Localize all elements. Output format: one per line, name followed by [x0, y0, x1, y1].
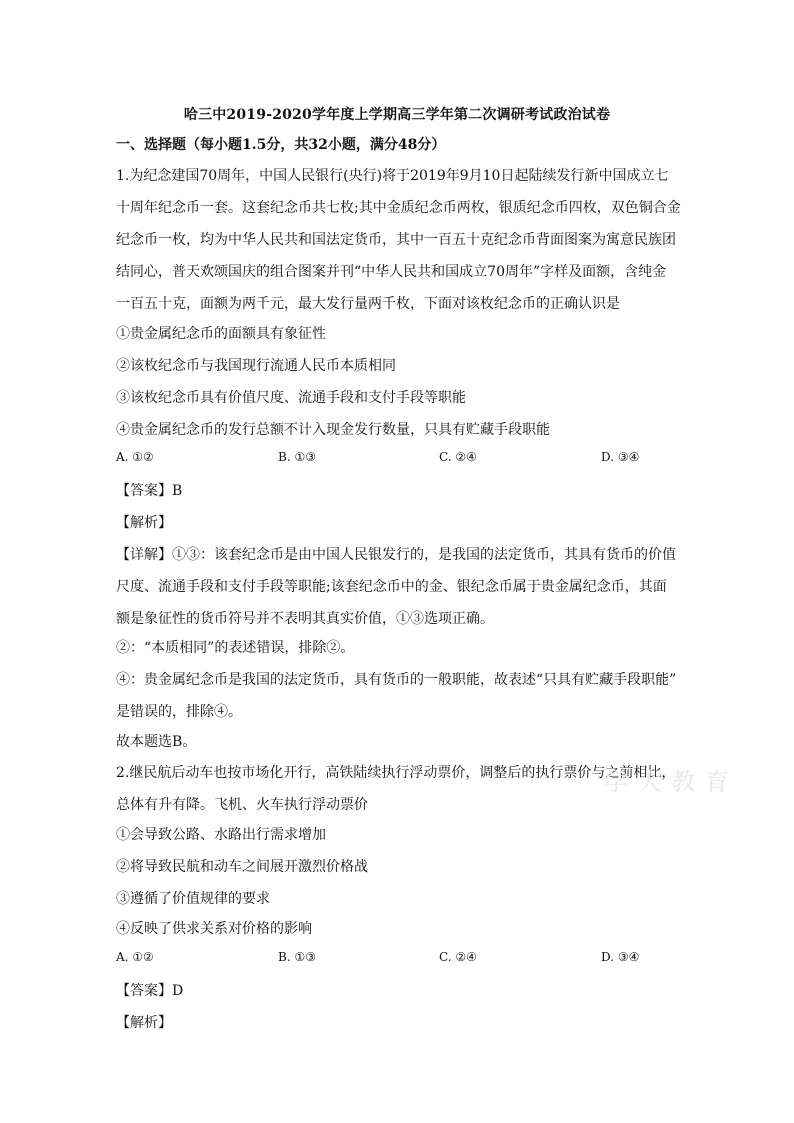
q1-analysis-label: 【解析】 [116, 515, 172, 531]
q1-item: ④贵金属纪念币的发行总额不计入现金发行数量，只具有贮藏手段职能 [116, 422, 550, 438]
q1-stem-line: 十周年纪念币一套。这套纪念币共七枚;其中金质纪念币两枚，银质纪念币四枚，双色铜合金 [116, 200, 681, 216]
q2-item: ④反映了供求关系对价格的影响 [116, 921, 312, 937]
q1-detail-line: ②：“本质相同”的表述错误，排除②。 [116, 640, 355, 656]
q1-detail-line: 尺度、流通手段和支付手段等职能;该套纪念币中的金、银纪念币属于贵金属纪念币，其面 [116, 579, 667, 595]
q1-detail-line: 额是象征性的货币符号并不表明其真实价值，①③选项正确。 [116, 611, 494, 627]
q2-option-a: A. ①② [116, 950, 154, 964]
q1-item: ①贵金属纪念币的面额具有象征性 [116, 326, 326, 342]
q2-item: ②将导致民航和动车之间展开激烈价格战 [116, 859, 368, 875]
q1-detail-line: 故本题选B。 [116, 734, 197, 750]
q1-stem-line: 1.为纪念建国70周年，中国人民银行(央行)将于2019年9月10日起陆续发行新中国成立七 [116, 168, 669, 184]
q2-option-b: B. ①③ [278, 950, 316, 964]
q1-detail-line: 是错误的，排除④。 [116, 704, 242, 720]
q1-detail-line: 【详解】①③：该套纪念币是由中国人民银发行的，是我国的法定货币，其具有货币的价值 [116, 547, 676, 563]
q2-item: ①会导致公路、水路出行需求增加 [116, 827, 326, 843]
watermark: 学 大 教 育 [604, 768, 730, 796]
q2-stem-line: 总体有升有降。飞机、火车执行浮动票价 [116, 797, 368, 813]
q1-stem-line: 纪念币一枚，均为中华人民共和国法定货币，其中一百五十克纪念币背面图案为寓意民族团 [116, 232, 676, 248]
section-heading: 一、选择题（每小题1.5分，共32小题，满分48分） [116, 137, 446, 153]
q1-item: ②该枚纪念币与我国现行流通人民币本质相同 [116, 358, 396, 374]
q1-option-c: C. ②④ [439, 450, 477, 464]
q1-stem-line: 一百五十克，面额为两千元，最大发行量两千枚，下面对该枚纪念币的正确认识是 [116, 296, 620, 312]
q2-option-d: D. ③④ [601, 950, 640, 964]
q1-item: ③该枚纪念币具有价值尺度、流通手段和支付手段等职能 [116, 390, 466, 406]
q1-option-b: B. ①③ [278, 450, 316, 464]
q2-analysis-label: 【解析】 [116, 1015, 172, 1031]
q1-answer: 【答案】B [116, 483, 183, 499]
q1-stem-line: 结同心，普天欢颂国庆的组合图案并刊“中华人民共和国成立70周年”字样及面额，含纯金 [116, 264, 667, 280]
q2-stem-line: 2.继民航后动车也按市场化开行，高铁陆续执行浮动票价，调整后的执行票价与之前相比， [116, 765, 676, 781]
q2-answer: 【答案】D [116, 983, 184, 999]
page-title: 哈三中2019-2020学年度上学期高三学年第二次调研考试政治试卷 [183, 107, 611, 123]
q1-option-a: A. ①② [116, 450, 154, 464]
q1-detail-line: ④：贵金属纪念币是我国的法定货币，具有货币的一般职能，故表述“只具有贮藏手段职能” [116, 672, 677, 688]
q2-option-c: C. ②④ [439, 950, 477, 964]
q1-option-d: D. ③④ [601, 450, 640, 464]
q2-item: ③遵循了价值规律的要求 [116, 891, 270, 907]
